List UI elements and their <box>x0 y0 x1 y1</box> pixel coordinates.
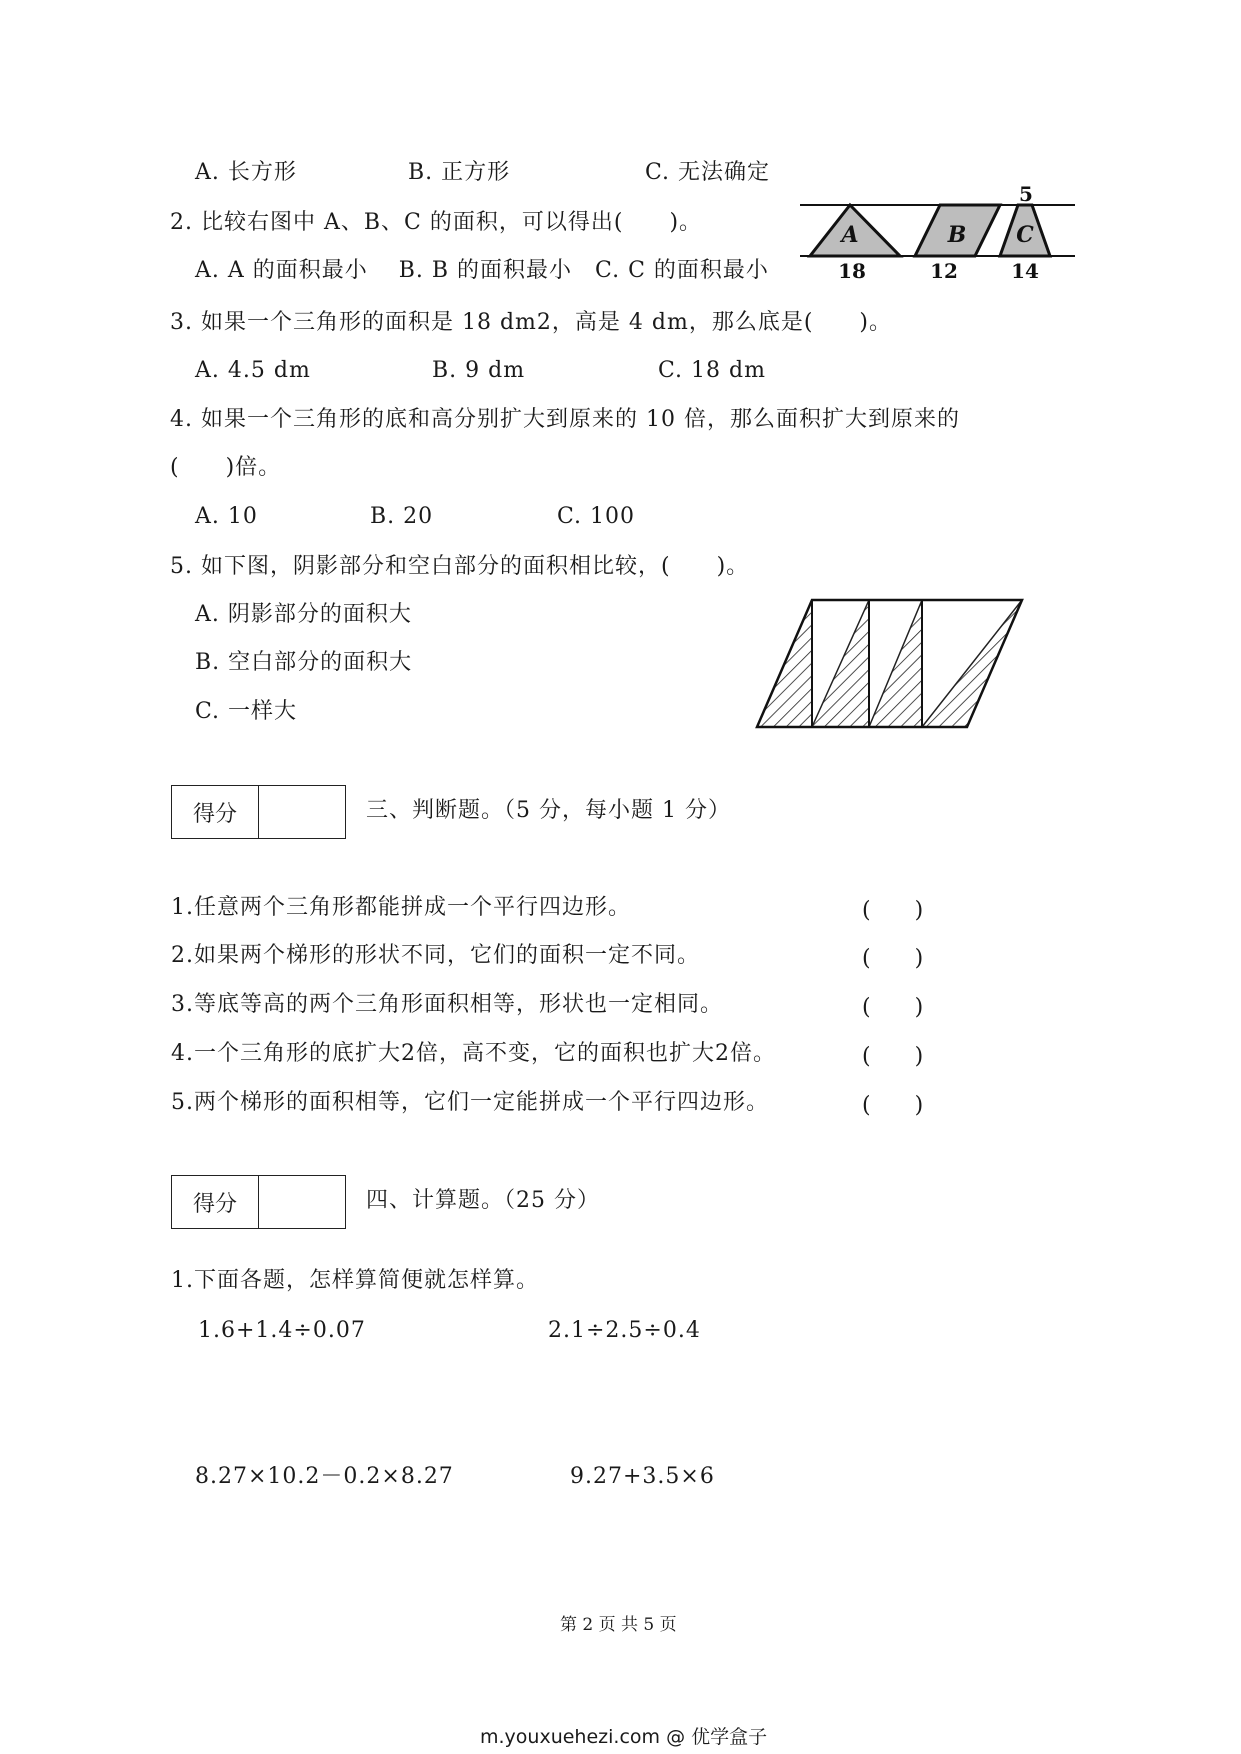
q1-option-a: A. 长方形 <box>195 160 297 185</box>
top-length-c: 5 <box>1019 185 1033 206</box>
q3-option-a: A. 4.5 dm <box>195 358 311 383</box>
base-a: 18 <box>838 259 866 283</box>
q3-option-c: C. 18 dm <box>658 358 766 383</box>
q5-option-c: C. 一样大 <box>195 699 298 724</box>
base-b: 12 <box>930 259 958 283</box>
judge-item-5: 5.两个梯形的面积相等，它们一定能拼成一个平行四边形。 <box>171 1090 769 1115</box>
base-c: 14 <box>1011 259 1039 283</box>
q5-option-b: B. 空白部分的面积大 <box>195 650 413 675</box>
label-c: C <box>1016 222 1034 248</box>
q4-stem-line1: 4. 如果一个三角形的底和高分别扩大到原来的 10 倍，那么面积扩大到原来的 <box>170 407 960 432</box>
score-blank <box>259 1176 345 1228</box>
q2-figure <box>800 185 1080 285</box>
calc-intro: 1.下面各题，怎样算简便就怎样算。 <box>171 1268 539 1293</box>
q4-option-b: B. 20 <box>370 504 434 529</box>
answer-blank-4: ( ) <box>862 1044 924 1069</box>
judge-item-1: 1.任意两个三角形都能拼成一个平行四边形。 <box>171 895 631 920</box>
q3-stem: 3. 如果一个三角形的面积是 18 dm2，高是 4 dm，那么底是( )。 <box>170 310 893 335</box>
label-b: B <box>947 222 967 248</box>
hatched-triangle-3 <box>869 600 922 727</box>
judge-item-2: 2.如果两个梯形的形状不同，它们的面积一定不同。 <box>171 943 700 968</box>
q5-parallelogram-figure <box>752 595 1027 735</box>
answer-blank-5: ( ) <box>862 1093 924 1118</box>
calc-expr-4: 9.27+3.5×6 <box>570 1464 715 1489</box>
section3-title: 三、判断题。（5 分，每小题 1 分） <box>366 798 731 823</box>
answer-blank-1: ( ) <box>862 898 924 923</box>
calc-expr-3: 8.27×10.2－0.2×8.27 <box>195 1464 454 1489</box>
score-blank <box>259 786 345 838</box>
calc-expr-2: 2.1÷2.5÷0.4 <box>548 1318 701 1343</box>
site-watermark: m.youxuehezi.com @ 优学盒子 <box>480 1726 768 1748</box>
section3-score-box <box>171 785 346 839</box>
section4-title: 四、计算题。（25 分） <box>366 1188 600 1213</box>
answer-blank-2: ( ) <box>862 946 924 971</box>
score-label: 得分 <box>172 1176 259 1228</box>
label-a: A <box>841 222 859 248</box>
q5-option-a: A. 阴影部分的面积大 <box>195 602 412 627</box>
section4-score-box <box>171 1175 346 1229</box>
q1-option-b: B. 正方形 <box>408 160 511 185</box>
calc-expr-1: 1.6+1.4÷0.07 <box>198 1318 366 1343</box>
q2-options: A. A 的面积最小 B. B 的面积最小 C. C 的面积最小 <box>195 258 769 283</box>
q4-option-a: A. 10 <box>195 504 258 529</box>
judge-item-3: 3.等底等高的两个三角形面积相等，形状也一定相同。 <box>171 992 723 1017</box>
q5-stem: 5. 如下图，阴影部分和空白部分的面积相比较，( )。 <box>170 554 750 579</box>
score-label: 得分 <box>172 786 259 838</box>
judge-item-4: 4.一个三角形的底扩大2倍，高不变，它的面积也扩大2倍。 <box>171 1041 776 1066</box>
answer-blank-3: ( ) <box>862 995 924 1020</box>
q1-option-c: C. 无法确定 <box>645 160 771 185</box>
q2-stem: 2. 比较右图中 A、B、C 的面积，可以得出( )。 <box>170 210 703 235</box>
hatched-triangle-2 <box>812 600 869 727</box>
q4-stem-line2: ( )倍。 <box>170 455 282 480</box>
q3-option-b: B. 9 dm <box>432 358 526 383</box>
page-number: 第 2 页 共 5 页 <box>560 1615 677 1635</box>
hatched-triangle-4 <box>922 600 1022 727</box>
q4-option-c: C. 100 <box>557 504 636 529</box>
